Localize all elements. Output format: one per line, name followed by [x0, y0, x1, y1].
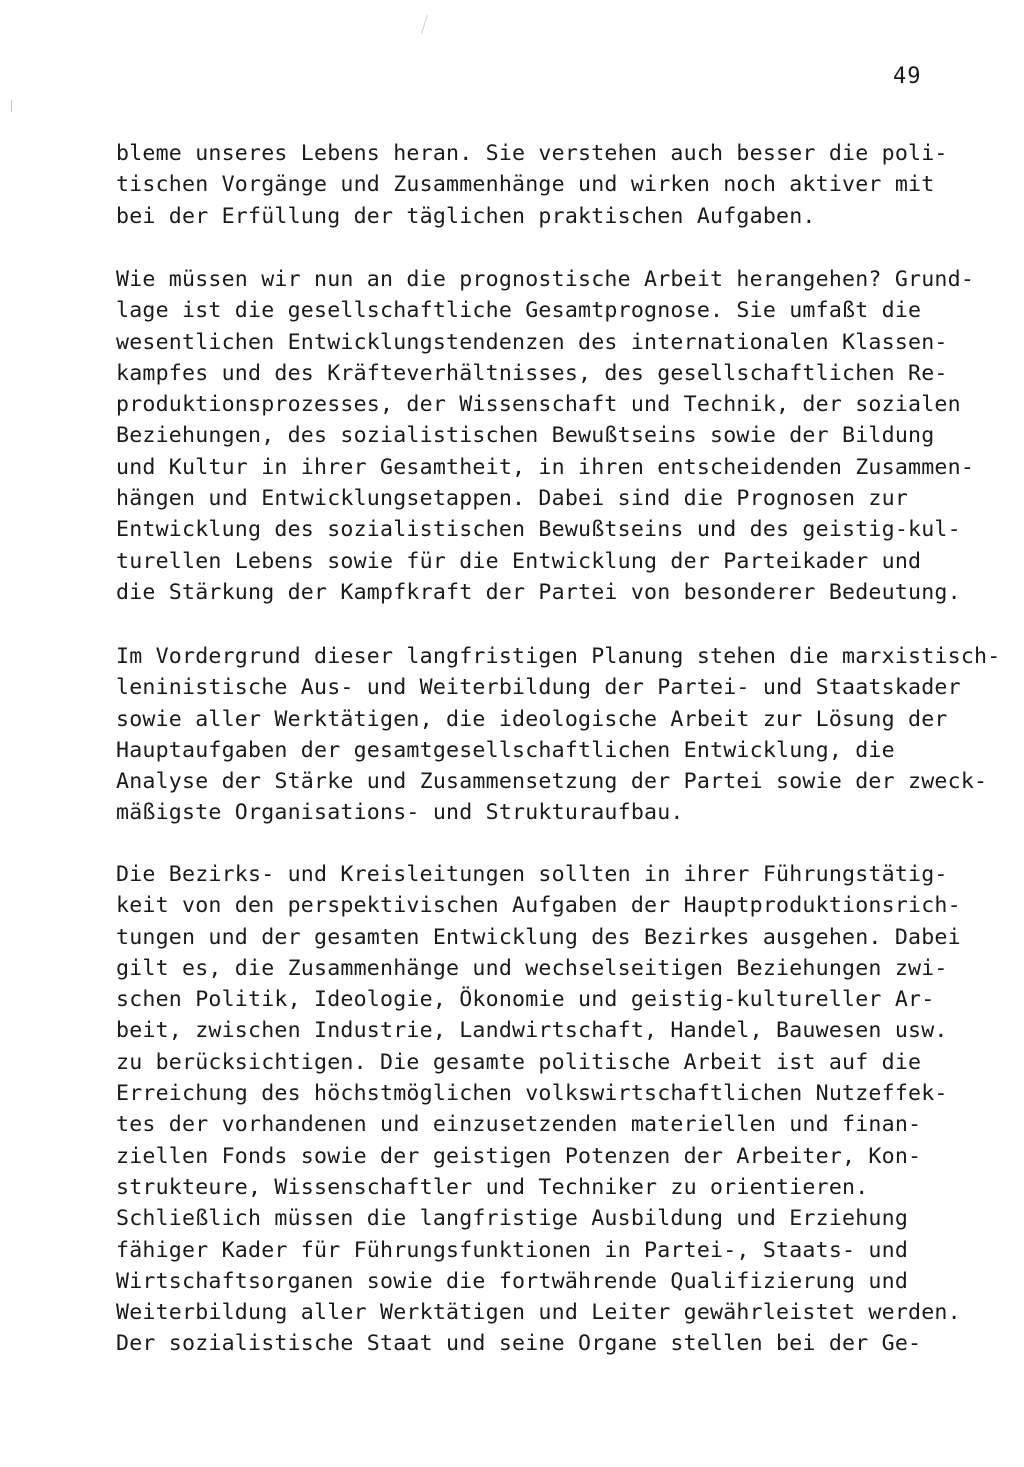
page-number: 49 [893, 64, 922, 89]
text-line: tungen und der gesamten Entwicklung des Bezirkes ausgehen. Dabei [116, 924, 961, 950]
paragraph-3 [116, 641, 1000, 829]
text-line: und Kultur in ihrer Gesamtheit, in ihren entscheidenden Zusammen- [116, 454, 975, 480]
text-line: bleme unseres Lebens heran. Sie verstehen auch besser die poli- [116, 141, 948, 166]
text-line: beit, zwischen Industrie, Landwirtschaft, Handel, Bauwesen usw. [116, 1018, 948, 1044]
text-line: tes der vorhandenen und einzusetzenden materiellen und finan- [116, 1112, 922, 1138]
text-line: turellen Lebens sowie für die Entwicklung der Parteikader und [116, 548, 922, 574]
text-line: Analyse der Stärke und Zusammensetzung der Partei sowie der zweck- [116, 769, 988, 795]
text-line: bei der Erfüllung der täglichen praktischen Aufgaben. [116, 203, 816, 229]
text-line: sowie aller Werktätigen, die ideologische Arbeit zur Lösung der [116, 706, 948, 732]
text-line: wesentlichen Entwicklungstendenzen des internationalen Klassen- [116, 329, 948, 355]
text-line: produktionsprozesses, der Wissenschaft und Technik, der sozialen [116, 392, 961, 418]
text-line: Beziehungen, des sozialistischen Bewußtseins sowie der Bildung [116, 423, 935, 449]
text-line: Weiterbildung aller Werktätigen und Leiter gewährleistet werden. [116, 1300, 961, 1326]
text-line: leninistische Aus- und Weiterbildung der Partei- und Staatskader [116, 675, 961, 701]
paragraph-4 [116, 859, 961, 1360]
text-line: Wie müssen wir nun an die prognostische Arbeit herangehen? Grund- [116, 267, 975, 292]
text-line: zu berücksichtigen. Die gesamte politische Arbeit ist auf die [116, 1049, 922, 1075]
text-line: Erreichung des höchstmöglichen volkswirtschaftlichen Nutzeffek- [116, 1081, 948, 1107]
text-line: Die Bezirks- und Kreisleitungen sollten in ihrer Führungstätig- [116, 862, 948, 887]
text-line: hängen und Entwicklungsetappen. Dabei sind die Prognosen zur [116, 486, 909, 512]
text-line: keit von den perspektivischen Aufgaben der Hauptproduktionsrich- [116, 893, 961, 919]
text-line: Im Vordergrund dieser langfristigen Planung stehen die marxistisch- [116, 644, 1001, 669]
text-line: Schließlich müssen die langfristige Ausbildung und Erziehung [116, 1206, 909, 1232]
scan-mark [11, 100, 12, 112]
text-line: Hauptaufgaben der gesamtgesellschaftlichen Entwicklung, die [116, 737, 895, 763]
text-line: schen Politik, Ideologie, Ökonomie und geistig-kultureller Ar- [116, 987, 935, 1013]
text-line: Der sozialistische Staat und seine Organe stellen bei der Ge- [116, 1331, 922, 1357]
text-line: Wirtschaftsorganen sowie die fortwährende Qualifizierung und [116, 1268, 909, 1294]
text-line: Entwicklung des sozialistischen Bewußtseins und des geistig-kul- [116, 517, 961, 543]
text-line: mäßigste Organisations- und Strukturaufbau. [116, 800, 684, 826]
text-line: kampfes und des Kräfteverhältnisses, des gesellschaftlichen Re- [116, 360, 948, 386]
scan-mark [421, 14, 428, 33]
text-line: strukteure, Wissenschaftler und Techniker zu orientieren. [116, 1174, 869, 1200]
paragraph-2 [116, 264, 974, 608]
text-line: ziellen Fonds sowie der geistigen Potenzen der Arbeiter, Kon- [116, 1143, 922, 1169]
text-line: fähiger Kader für Führungsfunktionen in Partei-, Staats- und [116, 1237, 909, 1263]
text-line: tischen Vorgänge und Zusammenhänge und wirken noch aktiver mit [116, 172, 935, 198]
text-line: gilt es, die Zusammenhänge und wechselseitigen Beziehungen zwi- [116, 955, 948, 981]
text-line: die Stärkung der Kampfkraft der Partei von besonderer Bedeutung. [116, 579, 961, 605]
paragraph-1 [116, 138, 948, 232]
text-line: lage ist die gesellschaftliche Gesamtprognose. Sie umfaßt die [116, 298, 922, 324]
